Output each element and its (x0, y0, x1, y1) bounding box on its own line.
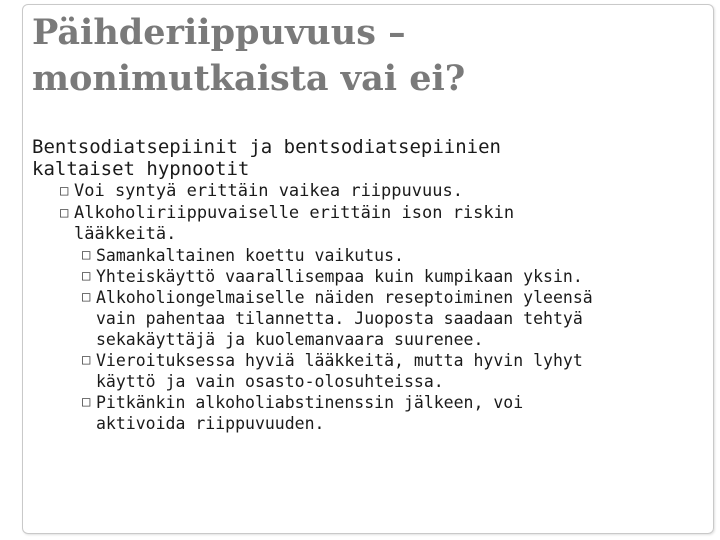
slide-title: Päihderiippuvuus – monimutkaista vai ei? (32, 12, 466, 99)
checkbox-bullet-icon: □ (82, 289, 91, 305)
intro-heading: Bentsodiatsepiinit ja bentsodiatsepiinien kaltaiset hypnootit (32, 136, 501, 180)
bullet-item (32, 203, 712, 434)
bullet-text: Alkoholiriippuvaiselle erittäin ison riskin lääkkeitä. (74, 203, 515, 244)
sub-bullet-text: Samankaltainen koettu vaikutus. (96, 246, 404, 265)
bullet-item (32, 181, 712, 202)
sub-bullet-item (32, 245, 712, 266)
checkbox-bullet-icon: □ (82, 268, 91, 284)
sub-bullet-item (32, 350, 712, 392)
bullet-list (32, 181, 712, 434)
sub-bullet-item (32, 266, 712, 287)
sub-bullet-text: Alkoholiongelmaiselle näiden reseptoiminen yleensä vain pahentaa tilannetta. Juoposta saadaan tehtyä sekakäyttäjä ja kuolemanvaara suurenee. (96, 288, 593, 349)
sub-bullet-text: Vieroituksessa hyviä lääkkeitä, mutta hyvin lyhyt käyttö ja vain osasto-olosuhteissa. (96, 351, 583, 391)
slide-body (32, 136, 712, 434)
checkbox-bullet-icon: □ (82, 394, 91, 410)
checkbox-bullet-icon: □ (82, 247, 91, 263)
sub-bullet-list (32, 245, 712, 434)
sub-bullet-text: Pitkänkin alkoholiabstinenssin jälkeen, voi aktivoida riippuvuuden. (96, 393, 524, 433)
sub-bullet-text: Yhteiskäyttö vaarallisempaa kuin kumpikaan yksin. (96, 267, 583, 286)
checkbox-bullet-icon: □ (60, 183, 69, 199)
checkbox-bullet-icon: □ (82, 352, 91, 368)
sub-bullet-item (32, 287, 712, 350)
checkbox-bullet-icon: □ (60, 205, 69, 221)
sub-bullet-item (32, 392, 712, 434)
bullet-text: Voi syntyä erittäin vaikea riippuvuus. (74, 181, 463, 201)
